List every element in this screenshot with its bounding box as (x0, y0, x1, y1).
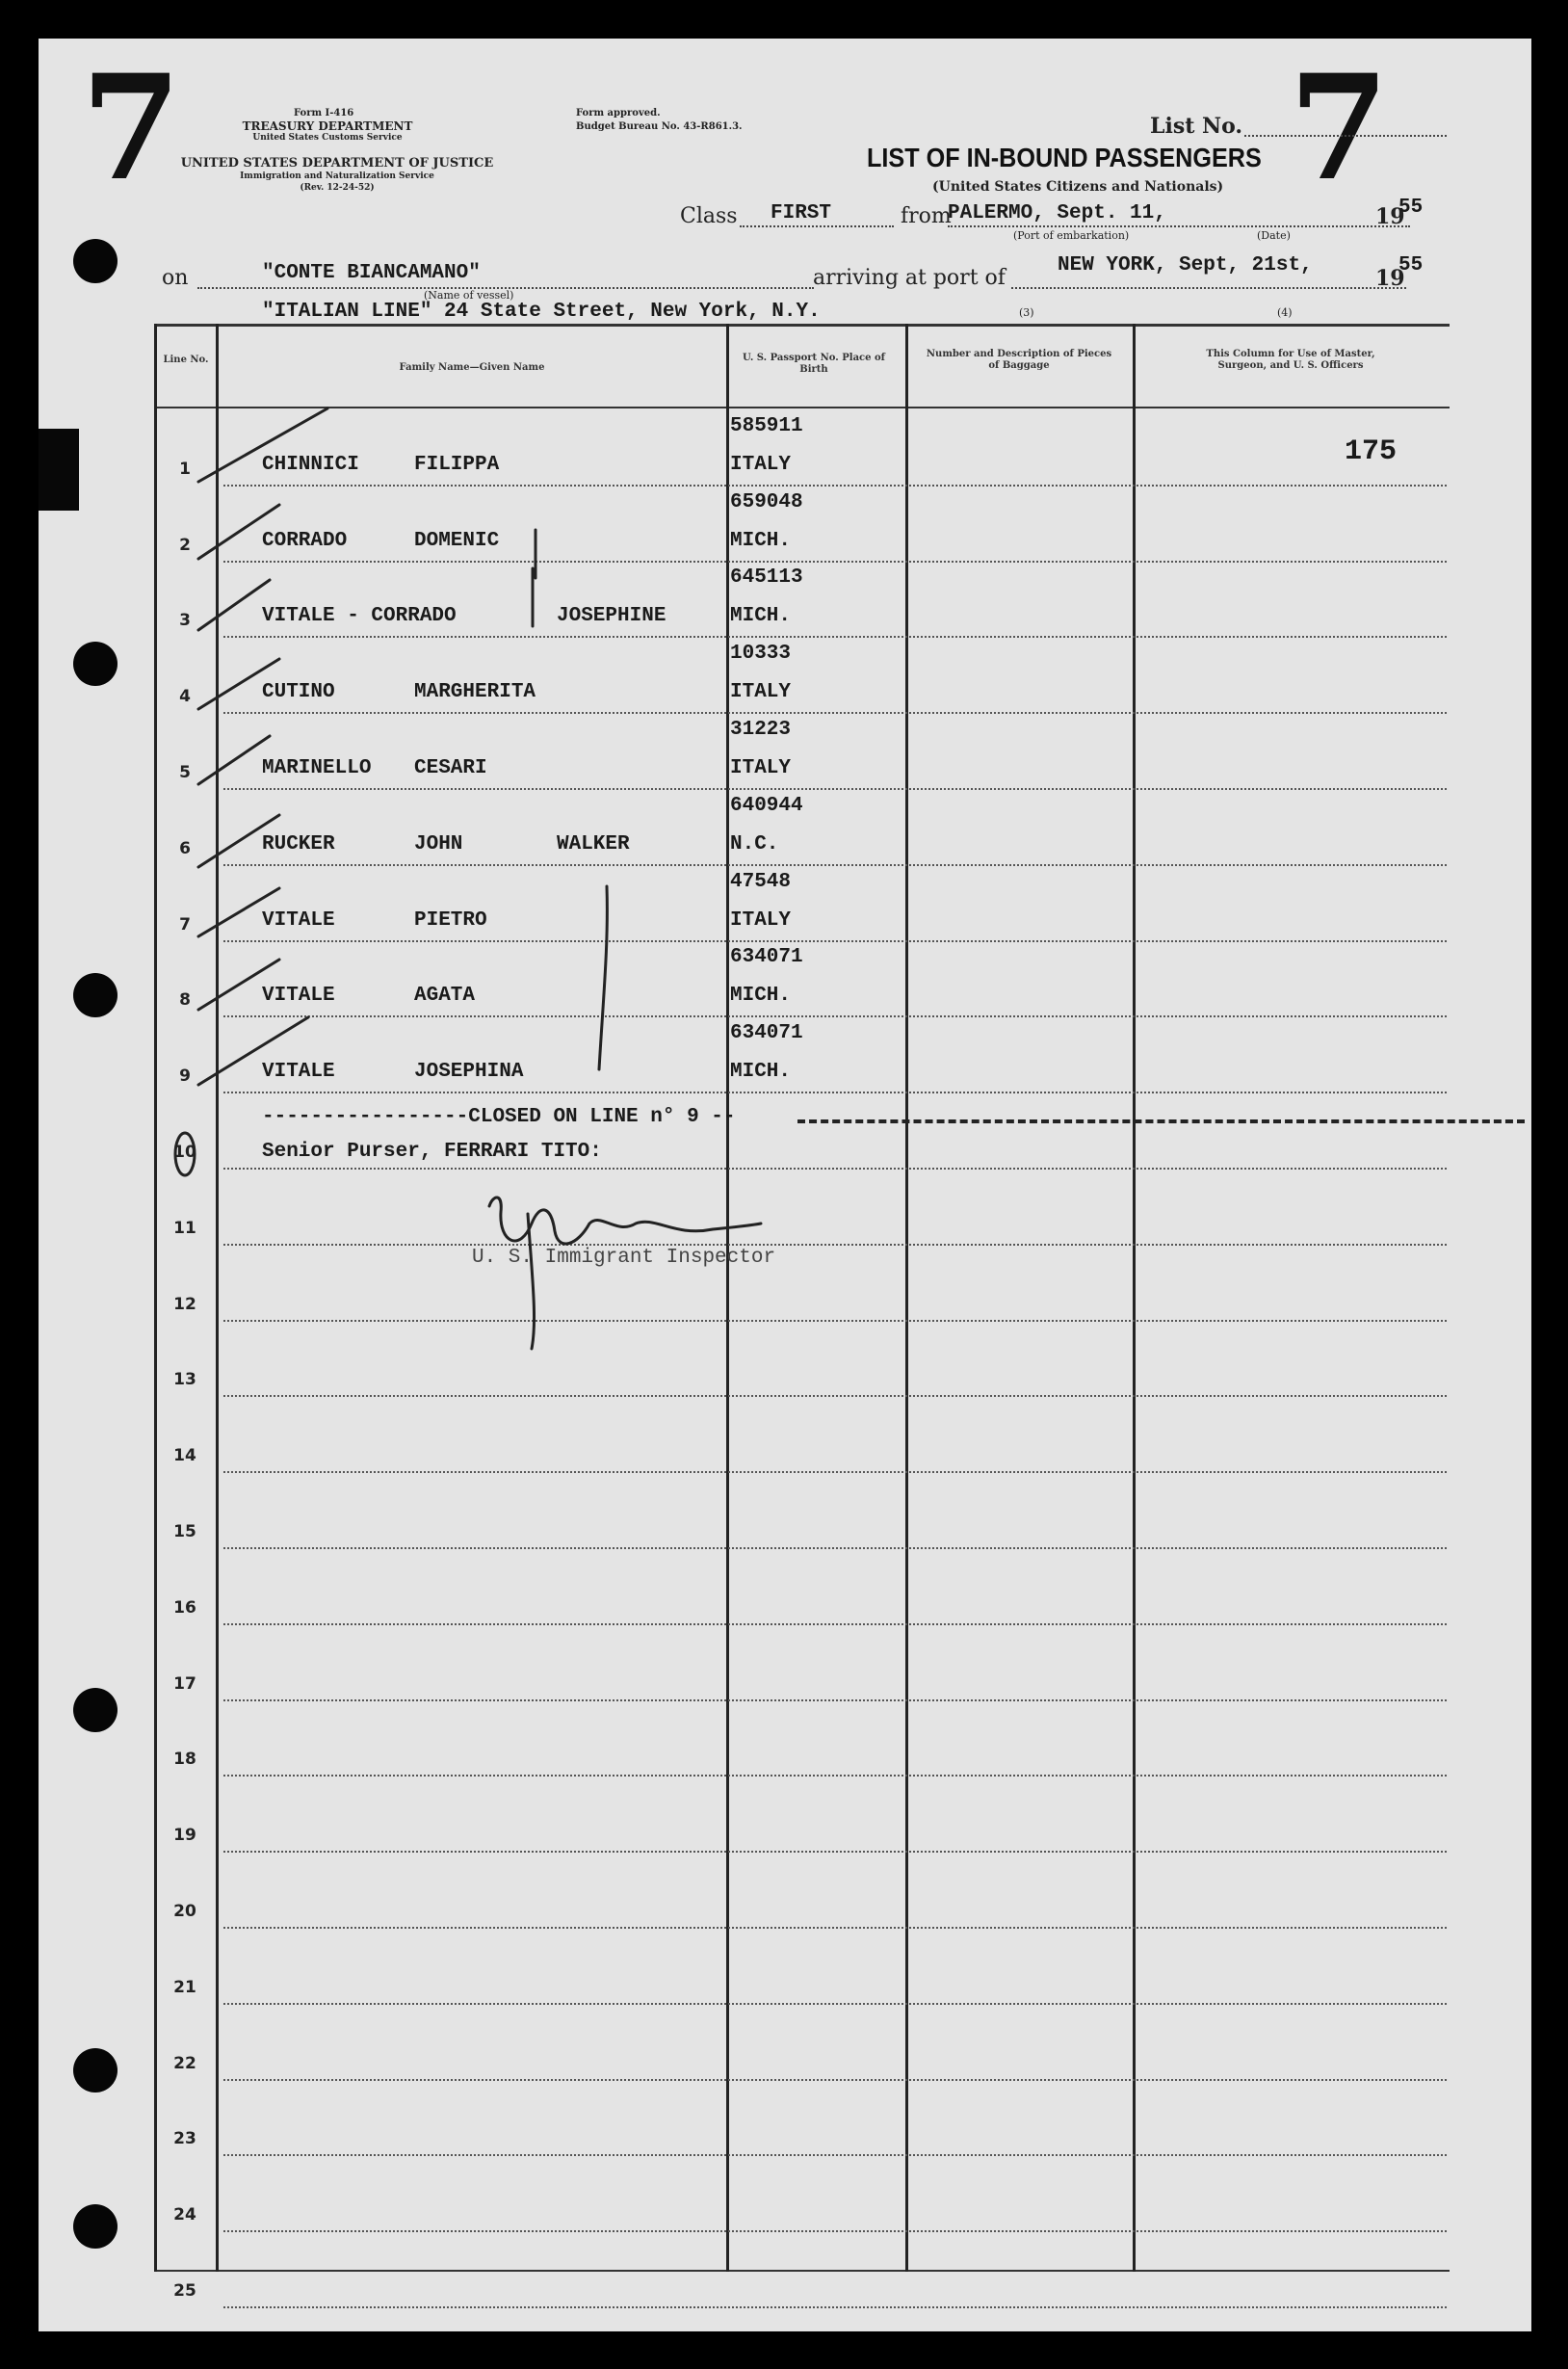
line-number: 13 (173, 1370, 196, 1390)
vessel-label: (Name of vessel) (424, 289, 514, 302)
signature-tail (528, 1214, 535, 1349)
passport-number: 659048 (730, 490, 803, 513)
senior-purser: Senior Purser, FERRARI TITO: (262, 1141, 602, 1163)
check-mark (198, 888, 279, 936)
family-name: VITALE (262, 1061, 335, 1084)
passport-number: 47548 (730, 870, 792, 893)
place-of-birth: MICH. (730, 985, 792, 1008)
line-number: 11 (173, 1218, 196, 1238)
place-of-birth: N.C. (730, 832, 779, 855)
officer-note: 175 (1345, 435, 1398, 468)
col-header-name: Family Name—Given Name (399, 362, 545, 373)
line-number: 4 (179, 687, 191, 707)
place-of-birth: ITALY (730, 908, 792, 932)
place-of-birth: MICH. (730, 529, 792, 552)
col-header-baggage: Number and Description of Pieces of Baggage (926, 349, 1112, 371)
passport-number: 645113 (730, 566, 803, 590)
embarkation-label: (Port of embarkation) (1013, 229, 1130, 242)
circle-mark (175, 1133, 195, 1175)
budget-bureau: Budget Bureau No. 43-R861.3. (576, 121, 743, 132)
line-number: 12 (173, 1294, 196, 1314)
line-number: 25 (173, 2281, 196, 2301)
place-of-birth: MICH. (730, 605, 792, 628)
arrival-year: 55 (1398, 254, 1424, 276)
arriving-label: arriving at port of (813, 266, 1006, 290)
given-name: AGATA (414, 985, 476, 1008)
family-name: CUTINO (262, 681, 335, 704)
line-number: 18 (173, 1750, 196, 1770)
class-label: Class (680, 204, 738, 228)
line-number: 2 (179, 535, 191, 555)
family-name: MARINELLO (262, 757, 372, 779)
passport-number: 640944 (730, 794, 803, 817)
family-name: RUCKER (262, 832, 335, 855)
place-of-birth: ITALY (730, 681, 792, 704)
from-year-prefix: 19 (1375, 204, 1405, 229)
check-mark (198, 736, 270, 784)
from-year: 55 (1398, 197, 1424, 219)
col3-marker: (3) (1019, 306, 1034, 319)
dept-of-justice: UNITED STATES DEPARTMENT OF JUSTICE (180, 156, 494, 171)
revision-date: (Rev. 12-24-52) (300, 183, 375, 193)
given-name: MARGHERITA (414, 681, 536, 704)
col-header-officers: This Column for Use of Master, Surgeon, and U. S. Officers (1206, 349, 1375, 371)
list-number-stamp-right: 7 (1289, 43, 1390, 213)
line-number: 19 (173, 1826, 196, 1846)
name-extra: WALKER (557, 832, 630, 855)
col4-marker: (4) (1277, 306, 1293, 319)
check-mark (198, 408, 327, 482)
form-number: Form I-416 (294, 108, 354, 118)
arrival-value: NEW YORK, Sept, 21st, (1058, 254, 1313, 276)
line-number: 7 (179, 914, 191, 934)
family-name: VITALE (262, 908, 335, 932)
closed-on-line: -----------------CLOSED ON LINE n° 9 -- (262, 1106, 736, 1128)
family-name: VITALE - CORRADO (262, 605, 457, 628)
check-mark (198, 505, 279, 559)
check-mark (198, 960, 279, 1010)
line-number: 22 (173, 2053, 196, 2073)
class-value: FIRST (771, 202, 832, 224)
arrival-year-prefix: 19 (1375, 266, 1405, 291)
family-name: CHINNICI (262, 453, 359, 476)
vessel-name: "CONTE BIANCAMANO" (262, 262, 481, 284)
list-number-stamp-left: 7 (81, 43, 182, 213)
form-title: LIST OF IN-BOUND PASSENGERS (867, 143, 1262, 172)
form-subtitle: (United States Citizens and Nationals) (932, 179, 1224, 195)
col-header-passport: U. S. Passport No. Place of Birth (743, 353, 885, 375)
line-number: 8 (179, 990, 191, 1011)
place-of-birth: MICH. (730, 1061, 792, 1084)
given-name: CESARI (414, 757, 487, 779)
given-name: DOMENIC (414, 529, 500, 552)
passport-number: 31223 (730, 719, 792, 741)
line-number: 21 (173, 1977, 196, 1997)
family-name: CORRADO (262, 529, 348, 552)
line-number: 23 (173, 2129, 196, 2149)
place-of-birth: ITALY (730, 453, 792, 476)
passport-number: 634071 (730, 946, 803, 969)
check-mark (198, 580, 270, 630)
line-number: 6 (179, 838, 191, 858)
family-name: VITALE (262, 985, 335, 1008)
passport-number: 10333 (730, 643, 792, 666)
line-number: 3 (179, 611, 191, 631)
line-number: 14 (173, 1446, 196, 1466)
treasury-dept: TREASURY DEPARTMENT (242, 119, 413, 133)
name-extra: JOSEPHINE (557, 605, 666, 628)
check-mark (198, 659, 279, 709)
col-header-line-no: Line No. (163, 355, 209, 365)
line-number: 1 (179, 459, 191, 479)
on-label: on (162, 266, 189, 290)
passport-number: 634071 (730, 1022, 803, 1045)
place-of-birth: ITALY (730, 757, 792, 779)
check-mark (198, 815, 279, 867)
line-number: 20 (173, 1902, 196, 1921)
line-number: 10 (173, 1143, 196, 1162)
bracket-mark (599, 886, 607, 1069)
line-number: 16 (173, 1597, 196, 1618)
from-label: from (901, 204, 952, 228)
ins-service: Immigration and Naturalization Service (240, 171, 434, 181)
inspector-label: U. S. Immigrant Inspector (472, 1247, 776, 1269)
form-approved: Form approved. (576, 108, 661, 118)
given-name: JOHN (414, 832, 463, 855)
given-name: FILIPPA (414, 453, 500, 476)
line-number: 9 (179, 1066, 191, 1087)
passport-number: 585911 (730, 414, 803, 437)
date-label: (Date) (1257, 229, 1291, 242)
given-name: PIETRO (414, 908, 487, 932)
line-number: 24 (173, 2205, 196, 2225)
line-number: 5 (179, 763, 191, 782)
customs-service: United States Customs Service (252, 133, 403, 143)
embarkation-value: PALERMO, Sept. 11, (948, 202, 1166, 224)
given-name: JOSEPHINA (414, 1061, 524, 1084)
line-number: 17 (173, 1673, 196, 1694)
line-address: "ITALIAN LINE" 24 State Street, New York, N.Y. (262, 301, 821, 323)
check-mark (198, 1017, 308, 1085)
line-number: 15 (173, 1522, 196, 1541)
list-no-label: List No. (1150, 114, 1243, 139)
